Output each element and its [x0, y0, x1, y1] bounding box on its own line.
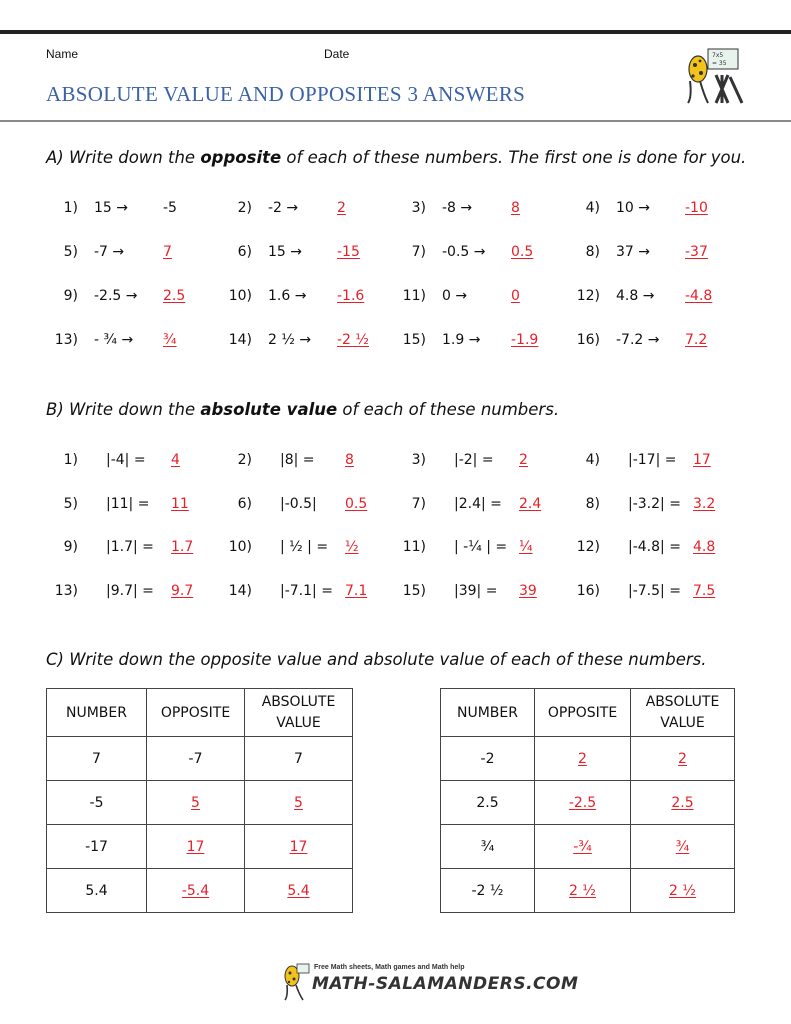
salamander-logo	[682, 47, 744, 105]
table-value-absolute: 7	[294, 750, 303, 767]
table-cell-absolute	[631, 869, 735, 913]
table-header-row	[441, 689, 735, 737]
section_a-item-number: 16)	[576, 332, 600, 348]
section_a-item-number: 8)	[585, 244, 600, 260]
table-left	[46, 688, 353, 913]
section_a-item-answer: ¾	[163, 332, 177, 348]
section-b-heading: B) Write down the absolute value of each of these numbers.	[46, 400, 560, 419]
section_b-item-question: |-0.5|	[280, 496, 317, 512]
section_a-item-answer: -10	[685, 200, 708, 216]
section_a-item-answer: -37	[685, 244, 708, 260]
table-cell-absolute	[245, 781, 353, 825]
table-row	[441, 737, 735, 781]
table-value-opposite: -7	[188, 750, 203, 767]
section_a-item-answer: -15	[337, 244, 360, 260]
section_b-item-number: 7)	[411, 496, 426, 512]
section_b-item-answer: 2.4	[519, 496, 542, 512]
section_b-item-answer: 17	[693, 452, 711, 468]
section_a-item-answer: -2 ½	[337, 332, 369, 348]
table-value-number: -17	[85, 838, 108, 855]
section_a-item-question: 15 →	[94, 200, 128, 216]
table-value-absolute: 2.5	[671, 794, 694, 811]
section-c-heading: C) Write down the opposite value and absolute value of each of these numbers.	[46, 650, 707, 669]
section_a-item-answer: 2	[337, 200, 346, 216]
table-row	[47, 781, 353, 825]
table-value-opposite: -2.5	[568, 794, 597, 811]
table-header-row	[47, 689, 353, 737]
table-cell-absolute	[245, 825, 353, 869]
name-label: Name	[46, 47, 79, 61]
section_a-item-number: 9)	[63, 288, 78, 304]
section_a-item-question: 1.6 →	[268, 288, 307, 304]
svg-text:= 35: = 35	[712, 60, 727, 67]
table-cell-number	[441, 825, 535, 869]
table-cell-number	[441, 737, 535, 781]
section_b-item-number: 11)	[402, 539, 426, 555]
table-row	[441, 825, 735, 869]
section_b-item-question: |-2| =	[454, 452, 494, 468]
section_b-item-answer: 11	[171, 496, 189, 512]
table-value-opposite: -¾	[573, 838, 592, 855]
table-cell-absolute	[631, 781, 735, 825]
section_b-item-answer: 9.7	[171, 583, 194, 599]
table-cell-opposite	[147, 869, 245, 913]
table-cell-number	[47, 825, 147, 869]
section_a-item-question: - ¾ →	[94, 332, 134, 348]
section_b-item-answer: 7.1	[345, 583, 368, 599]
table-header-cell: OPPOSITE	[535, 689, 631, 737]
section_b-item-answer: 4.8	[693, 539, 716, 555]
table-cell-number	[441, 781, 535, 825]
table-row	[47, 737, 353, 781]
section_a-item-answer: -1.9	[511, 332, 539, 348]
footer-logo	[280, 962, 579, 1002]
section_b-item-number: 16)	[576, 583, 600, 599]
section_b-item-number: 5)	[63, 496, 78, 512]
section_b-item-number: 2)	[237, 452, 252, 468]
table-value-absolute: 2 ½	[669, 882, 696, 899]
table-cell-opposite	[535, 869, 631, 913]
section_a-item-number: 11)	[402, 288, 426, 304]
section_a-item-answer: -4.8	[685, 288, 713, 304]
section_b-item-answer: 2	[519, 452, 528, 468]
page-title: ABSOLUTE VALUE AND OPPOSITES 3 ANSWERS	[46, 82, 526, 106]
section_a-item-number: 10)	[228, 288, 252, 304]
section_a-item-question: -0.5 →	[442, 244, 486, 260]
section_a-item-answer: -5	[163, 200, 177, 216]
table-value-opposite: 5	[191, 794, 200, 811]
table-row	[47, 825, 353, 869]
section_a-item-question: -7 →	[94, 244, 125, 260]
section_b-item-answer: 1.7	[171, 539, 194, 555]
section_b-item-number: 13)	[54, 583, 78, 599]
section_b-item-number: 4)	[585, 452, 600, 468]
table-cell-number	[47, 869, 147, 913]
date-label: Date	[324, 47, 350, 61]
table-value-number: 2.5	[476, 794, 499, 811]
table-value-number: -5	[89, 794, 104, 811]
table-cell-absolute	[245, 869, 353, 913]
table-header-cell: ABSOLUTE VALUE	[245, 689, 353, 737]
table-cell-opposite	[535, 737, 631, 781]
section_b-item-number: 9)	[63, 539, 78, 555]
section_a-item-number: 6)	[237, 244, 252, 260]
section_b-item-question: |9.7| =	[106, 583, 154, 599]
table-row	[441, 869, 735, 913]
section_b-item-question: |1.7| =	[106, 539, 154, 555]
table-value-opposite: 2	[578, 750, 587, 767]
section_a-item-answer: 0.5	[511, 244, 534, 260]
section_a-item-question: 2 ½ →	[268, 332, 312, 348]
section_a-item-number: 1)	[63, 200, 78, 216]
section_b-item-number: 15)	[402, 583, 426, 599]
table-cell-number	[441, 869, 535, 913]
section_b-item-number: 12)	[576, 539, 600, 555]
section_b-item-answer: 7.5	[693, 583, 716, 599]
section_b-item-number: 10)	[228, 539, 252, 555]
section_b-item-answer: ½	[345, 539, 359, 555]
section_a-item-question: -2 →	[268, 200, 299, 216]
section_a-item-answer: 7.2	[685, 332, 708, 348]
section_a-item-answer: 7	[163, 244, 172, 260]
table-value-number: -2 ½	[471, 882, 504, 899]
section_a-item-number: 5)	[63, 244, 78, 260]
table-value-number: ¾	[480, 838, 495, 855]
table-row	[441, 781, 735, 825]
table-cell-opposite	[147, 781, 245, 825]
table-value-absolute: ¾	[675, 838, 690, 855]
section_a-item-question: 1.9 →	[442, 332, 481, 348]
table-value-number: 5.4	[85, 882, 108, 899]
table-cell-absolute	[631, 825, 735, 869]
table-value-opposite: 2 ½	[569, 882, 596, 899]
section_a-item-number: 7)	[411, 244, 426, 260]
section_b-item-number: 14)	[228, 583, 252, 599]
section_a-item-number: 13)	[54, 332, 78, 348]
table-cell-opposite	[535, 781, 631, 825]
table-row	[47, 869, 353, 913]
table-value-absolute: 5.4	[287, 882, 310, 899]
table-value-opposite: -5.4	[181, 882, 210, 899]
section_a-item-question: 0 →	[442, 288, 468, 304]
section_a-item-answer: -1.6	[337, 288, 365, 304]
section_a-item-question: 4.8 →	[616, 288, 655, 304]
top-rule	[0, 30, 791, 34]
table-cell-absolute	[631, 737, 735, 781]
section_a-item-number: 14)	[228, 332, 252, 348]
footer-brand: MATH-SALAMANDERS.COM	[312, 974, 579, 994]
table-cell-absolute	[245, 737, 353, 781]
section_b-item-answer: 3.2	[693, 496, 716, 512]
table-header-cell: NUMBER	[47, 689, 147, 737]
table-cell-opposite	[147, 737, 245, 781]
table-cell-number	[47, 737, 147, 781]
table-value-absolute: 17	[289, 838, 308, 855]
section_b-item-answer: 0.5	[345, 496, 368, 512]
section_a-item-number: 15)	[402, 332, 426, 348]
table-right	[440, 688, 735, 913]
section_b-item-number: 3)	[411, 452, 426, 468]
footer-tagline: Free Math sheets, Math games and Math help	[314, 964, 465, 971]
section_b-item-answer: ¼	[519, 539, 533, 555]
table-cell-opposite	[535, 825, 631, 869]
header-divider	[0, 120, 791, 122]
table-cell-opposite	[147, 825, 245, 869]
table-cell-number	[47, 781, 147, 825]
section_b-item-number: 1)	[63, 452, 78, 468]
table-header-cell: OPPOSITE	[147, 689, 245, 737]
table-value-number: 7	[92, 750, 101, 767]
section_b-item-question: | -¼ | =	[454, 539, 508, 555]
section_a-item-answer: 8	[511, 200, 520, 216]
section_a-item-number: 4)	[585, 200, 600, 216]
section_b-item-question: |-4.8| =	[628, 539, 681, 555]
table-value-number: -2	[480, 750, 495, 767]
section_b-item-number: 8)	[585, 496, 600, 512]
section_b-item-question: |-17| =	[628, 452, 677, 468]
svg-text:7x5: 7x5	[712, 52, 724, 59]
section_a-item-answer: 0	[511, 288, 520, 304]
table-value-absolute: 2	[678, 750, 687, 767]
table-header-cell: ABSOLUTE VALUE	[631, 689, 735, 737]
section_a-item-question: 15 →	[268, 244, 302, 260]
footer-salamander-icon	[280, 962, 310, 1002]
section_b-item-number: 6)	[237, 496, 252, 512]
section_a-item-number: 2)	[237, 200, 252, 216]
section_b-item-question: |-7.5| =	[628, 583, 681, 599]
table-value-opposite: 17	[186, 838, 205, 855]
section_b-item-question: | ½ | =	[280, 539, 329, 555]
section_a-item-number: 3)	[411, 200, 426, 216]
section_a-item-question: 37 →	[616, 244, 650, 260]
section_b-item-answer: 4	[171, 452, 180, 468]
table-header-cell: NUMBER	[441, 689, 535, 737]
section_a-item-question: 10 →	[616, 200, 650, 216]
section_a-item-question: -7.2 →	[616, 332, 660, 348]
section_a-item-number: 12)	[576, 288, 600, 304]
section_b-item-answer: 8	[345, 452, 354, 468]
section_b-item-answer: 39	[519, 583, 537, 599]
section_b-item-question: |-4| =	[106, 452, 146, 468]
section_b-item-question: |39| =	[454, 583, 498, 599]
section_b-item-question: |8| =	[280, 452, 315, 468]
section_b-item-question: |11| =	[106, 496, 150, 512]
section_a-item-answer: 2.5	[163, 288, 186, 304]
section_b-item-question: |-7.1| =	[280, 583, 333, 599]
section_b-item-question: |-3.2| =	[628, 496, 681, 512]
section-a-heading: A) Write down the opposite of each of these numbers. The first one is done for you.	[46, 148, 747, 167]
section_b-item-question: |2.4| =	[454, 496, 502, 512]
table-value-absolute: 5	[294, 794, 303, 811]
section_a-item-question: -8 →	[442, 200, 473, 216]
section_a-item-question: -2.5 →	[94, 288, 138, 304]
